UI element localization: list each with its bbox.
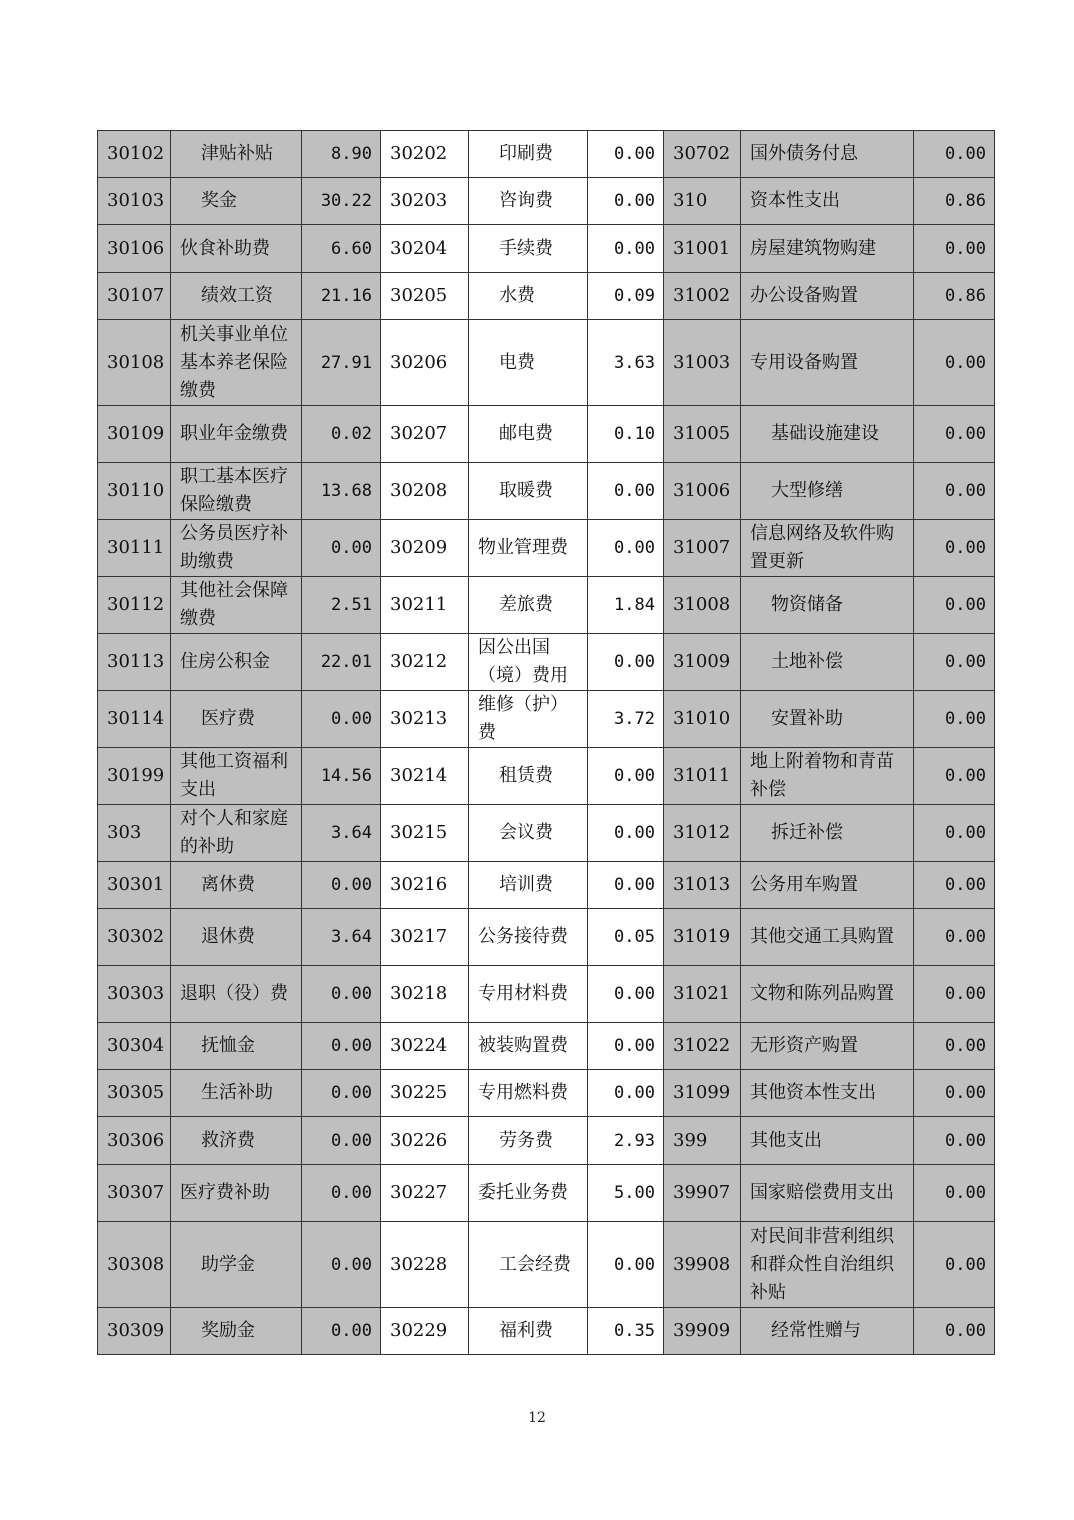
table-row [98,520,995,577]
item-name-cell: 退职（役）费 [171,966,302,1023]
item-amount-cell: 0.00 [914,1070,995,1117]
item-amount-cell: 0.00 [588,463,664,520]
item-amount-cell: 0.00 [588,966,664,1023]
item-amount-cell: 0.86 [914,273,995,320]
item-code-cell: 30225 [381,1070,469,1117]
item-code-cell: 30108 [98,320,171,406]
item-name-cell: 信息网络及软件购置更新 [741,520,914,577]
item-code-cell: 30226 [381,1117,469,1165]
item-code-cell: 31022 [664,1023,741,1070]
item-code-cell: 30228 [381,1222,469,1308]
item-code-cell: 31019 [664,909,741,966]
table-row [98,178,995,225]
item-code-cell: 30214 [381,748,469,805]
item-name-cell: 地上附着物和青苗补偿 [741,748,914,805]
item-code-cell: 30303 [98,966,171,1023]
item-name-cell: 职业年金缴费 [171,406,302,463]
item-amount-cell: 0.00 [914,805,995,862]
item-amount-cell: 0.00 [914,909,995,966]
item-name-cell: 生活补助 [171,1070,302,1117]
item-name-cell: 福利费 [469,1308,588,1355]
item-amount-cell: 0.00 [588,178,664,225]
item-code-cell: 30304 [98,1023,171,1070]
item-code-cell: 30217 [381,909,469,966]
table-row [98,634,995,691]
table-row [98,1070,995,1117]
item-amount-cell: 0.00 [914,1308,995,1355]
item-code-cell: 30218 [381,966,469,1023]
table-row [98,463,995,520]
item-name-cell: 无形资产购置 [741,1023,914,1070]
table-row [98,1308,995,1355]
item-code-cell: 30215 [381,805,469,862]
item-amount-cell: 1.84 [588,577,664,634]
item-amount-cell: 0.00 [914,748,995,805]
item-name-cell: 物业管理费 [469,520,588,577]
item-code-cell: 31001 [664,225,741,273]
item-amount-cell: 0.00 [588,748,664,805]
item-code-cell: 30224 [381,1023,469,1070]
item-code-cell: 31005 [664,406,741,463]
item-amount-cell: 3.72 [588,691,664,748]
item-amount-cell: 0.00 [914,520,995,577]
item-name-cell: 其他支出 [741,1117,914,1165]
table-row [98,1117,995,1165]
item-amount-cell: 0.00 [302,1165,381,1222]
item-code-cell: 30111 [98,520,171,577]
item-name-cell: 助学金 [171,1222,302,1308]
item-name-cell: 奖金 [171,178,302,225]
item-amount-cell: 0.05 [588,909,664,966]
item-code-cell: 31006 [664,463,741,520]
item-name-cell: 会议费 [469,805,588,862]
item-code-cell: 30199 [98,748,171,805]
item-code-cell: 30205 [381,273,469,320]
item-code-cell: 399 [664,1117,741,1165]
table-row [98,273,995,320]
item-amount-cell: 0.00 [914,862,995,909]
table-row [98,225,995,273]
item-code-cell: 30202 [381,131,469,178]
item-amount-cell: 0.10 [588,406,664,463]
item-amount-cell: 13.68 [302,463,381,520]
table-row [98,320,995,406]
item-code-cell: 30305 [98,1070,171,1117]
item-name-cell: 取暖费 [469,463,588,520]
item-amount-cell: 0.00 [302,520,381,577]
item-amount-cell: 0.00 [302,1023,381,1070]
table-row [98,862,995,909]
item-code-cell: 31021 [664,966,741,1023]
item-code-cell: 30227 [381,1165,469,1222]
item-amount-cell: 0.00 [588,634,664,691]
item-name-cell: 公务员医疗补助缴费 [171,520,302,577]
item-amount-cell: 21.16 [302,273,381,320]
item-name-cell: 被装购置费 [469,1023,588,1070]
item-code-cell: 30209 [381,520,469,577]
item-code-cell: 30203 [381,178,469,225]
item-code-cell: 30112 [98,577,171,634]
item-code-cell: 30109 [98,406,171,463]
item-amount-cell: 0.00 [302,1308,381,1355]
item-code-cell: 39907 [664,1165,741,1222]
item-name-cell: 住房公积金 [171,634,302,691]
item-code-cell: 30211 [381,577,469,634]
item-amount-cell: 0.00 [588,520,664,577]
item-amount-cell: 0.00 [914,1023,995,1070]
table-row [98,691,995,748]
item-code-cell: 30702 [664,131,741,178]
budget-detail-table [97,130,995,1355]
item-name-cell: 经常性赠与 [741,1308,914,1355]
item-code-cell: 31009 [664,634,741,691]
item-code-cell: 30114 [98,691,171,748]
item-code-cell: 30307 [98,1165,171,1222]
item-code-cell: 30309 [98,1308,171,1355]
item-amount-cell: 0.00 [914,634,995,691]
item-amount-cell: 0.00 [914,1165,995,1222]
item-code-cell: 30302 [98,909,171,966]
table-row [98,909,995,966]
item-code-cell: 30229 [381,1308,469,1355]
table-row [98,1165,995,1222]
item-name-cell: 专用燃料费 [469,1070,588,1117]
item-name-cell: 水费 [469,273,588,320]
item-name-cell: 邮电费 [469,406,588,463]
item-code-cell: 39908 [664,1222,741,1308]
item-code-cell: 30102 [98,131,171,178]
item-amount-cell: 2.51 [302,577,381,634]
item-code-cell: 30308 [98,1222,171,1308]
item-amount-cell: 5.00 [588,1165,664,1222]
item-code-cell: 310 [664,178,741,225]
item-name-cell: 物资储备 [741,577,914,634]
item-name-cell: 培训费 [469,862,588,909]
item-name-cell: 工会经费 [469,1222,588,1308]
item-code-cell: 31002 [664,273,741,320]
item-code-cell: 31008 [664,577,741,634]
item-amount-cell: 0.00 [588,862,664,909]
item-name-cell: 其他工资福利支出 [171,748,302,805]
item-name-cell: 其他交通工具购置 [741,909,914,966]
item-amount-cell: 0.00 [302,691,381,748]
item-code-cell: 30208 [381,463,469,520]
item-name-cell: 医疗费 [171,691,302,748]
table-row [98,748,995,805]
item-code-cell: 30212 [381,634,469,691]
item-amount-cell: 0.00 [302,1222,381,1308]
item-amount-cell: 8.90 [302,131,381,178]
item-name-cell: 公务接待费 [469,909,588,966]
item-name-cell: 基础设施建设 [741,406,914,463]
item-amount-cell: 0.00 [302,1117,381,1165]
item-name-cell: 电费 [469,320,588,406]
item-name-cell: 手续费 [469,225,588,273]
item-name-cell: 伙食补助费 [171,225,302,273]
item-name-cell: 专用设备购置 [741,320,914,406]
item-name-cell: 绩效工资 [171,273,302,320]
item-name-cell: 印刷费 [469,131,588,178]
item-amount-cell: 0.35 [588,1308,664,1355]
item-amount-cell: 0.00 [914,1117,995,1165]
item-amount-cell: 3.64 [302,805,381,862]
item-amount-cell: 14.56 [302,748,381,805]
item-name-cell: 咨询费 [469,178,588,225]
item-amount-cell: 0.00 [914,691,995,748]
item-amount-cell: 6.60 [302,225,381,273]
item-amount-cell: 0.00 [302,862,381,909]
item-name-cell: 办公设备购置 [741,273,914,320]
item-name-cell: 国外债务付息 [741,131,914,178]
item-name-cell: 机关事业单位基本养老保险缴费 [171,320,302,406]
table-row [98,577,995,634]
table-body [98,131,995,1355]
item-code-cell: 30213 [381,691,469,748]
item-amount-cell: 0.09 [588,273,664,320]
item-code-cell: 31099 [664,1070,741,1117]
item-amount-cell: 0.00 [588,1222,664,1308]
item-code-cell: 30206 [381,320,469,406]
item-amount-cell: 0.02 [302,406,381,463]
item-amount-cell: 0.00 [588,131,664,178]
item-name-cell: 对个人和家庭的补助 [171,805,302,862]
item-amount-cell: 0.00 [914,966,995,1023]
item-name-cell: 大型修缮 [741,463,914,520]
item-amount-cell: 3.64 [302,909,381,966]
item-code-cell: 31012 [664,805,741,862]
item-name-cell: 因公出国（境）费用 [469,634,588,691]
item-name-cell: 对民间非营利组织和群众性自治组织补贴 [741,1222,914,1308]
item-name-cell: 抚恤金 [171,1023,302,1070]
item-name-cell: 医疗费补助 [171,1165,302,1222]
item-name-cell: 退休费 [171,909,302,966]
item-name-cell: 离休费 [171,862,302,909]
item-name-cell: 公务用车购置 [741,862,914,909]
item-name-cell: 土地补偿 [741,634,914,691]
item-name-cell: 房屋建筑物购建 [741,225,914,273]
item-name-cell: 国家赔偿费用支出 [741,1165,914,1222]
item-name-cell: 差旅费 [469,577,588,634]
item-amount-cell: 0.00 [914,225,995,273]
item-name-cell: 津贴补贴 [171,131,302,178]
item-amount-cell: 0.00 [914,131,995,178]
table-row [98,131,995,178]
item-code-cell: 30107 [98,273,171,320]
item-code-cell: 30103 [98,178,171,225]
table-row [98,966,995,1023]
item-amount-cell: 0.00 [914,577,995,634]
item-name-cell: 拆迁补偿 [741,805,914,862]
item-code-cell: 30207 [381,406,469,463]
item-code-cell: 303 [98,805,171,862]
item-name-cell: 资本性支出 [741,178,914,225]
table-row [98,1222,995,1308]
page-number: 12 [528,1410,546,1426]
item-name-cell: 其他资本性支出 [741,1070,914,1117]
item-code-cell: 31010 [664,691,741,748]
item-code-cell: 31003 [664,320,741,406]
item-amount-cell: 0.00 [302,966,381,1023]
item-amount-cell: 0.00 [588,805,664,862]
item-name-cell: 救济费 [171,1117,302,1165]
item-amount-cell: 0.00 [588,1023,664,1070]
table-row [98,805,995,862]
item-code-cell: 30301 [98,862,171,909]
item-amount-cell: 0.00 [914,406,995,463]
item-code-cell: 30306 [98,1117,171,1165]
item-amount-cell: 0.00 [914,1222,995,1308]
item-amount-cell: 0.00 [588,225,664,273]
item-code-cell: 30216 [381,862,469,909]
item-name-cell: 职工基本医疗保险缴费 [171,463,302,520]
item-amount-cell: 2.93 [588,1117,664,1165]
item-name-cell: 文物和陈列品购置 [741,966,914,1023]
item-code-cell: 31013 [664,862,741,909]
item-name-cell: 维修（护）费 [469,691,588,748]
item-name-cell: 安置补助 [741,691,914,748]
item-name-cell: 委托业务费 [469,1165,588,1222]
item-name-cell: 专用材料费 [469,966,588,1023]
item-amount-cell: 0.86 [914,178,995,225]
item-amount-cell: 22.01 [302,634,381,691]
item-code-cell: 39909 [664,1308,741,1355]
table-row [98,406,995,463]
table-row [98,1023,995,1070]
item-code-cell: 30204 [381,225,469,273]
item-amount-cell: 27.91 [302,320,381,406]
item-amount-cell: 0.00 [914,463,995,520]
item-amount-cell: 3.63 [588,320,664,406]
item-code-cell: 30113 [98,634,171,691]
item-name-cell: 其他社会保障缴费 [171,577,302,634]
item-name-cell: 奖励金 [171,1308,302,1355]
item-name-cell: 租赁费 [469,748,588,805]
item-amount-cell: 0.00 [588,1070,664,1117]
item-code-cell: 31011 [664,748,741,805]
item-code-cell: 30106 [98,225,171,273]
item-code-cell: 31007 [664,520,741,577]
item-amount-cell: 0.00 [302,1070,381,1117]
item-name-cell: 劳务费 [469,1117,588,1165]
item-amount-cell: 0.00 [914,320,995,406]
item-amount-cell: 30.22 [302,178,381,225]
item-code-cell: 30110 [98,463,171,520]
